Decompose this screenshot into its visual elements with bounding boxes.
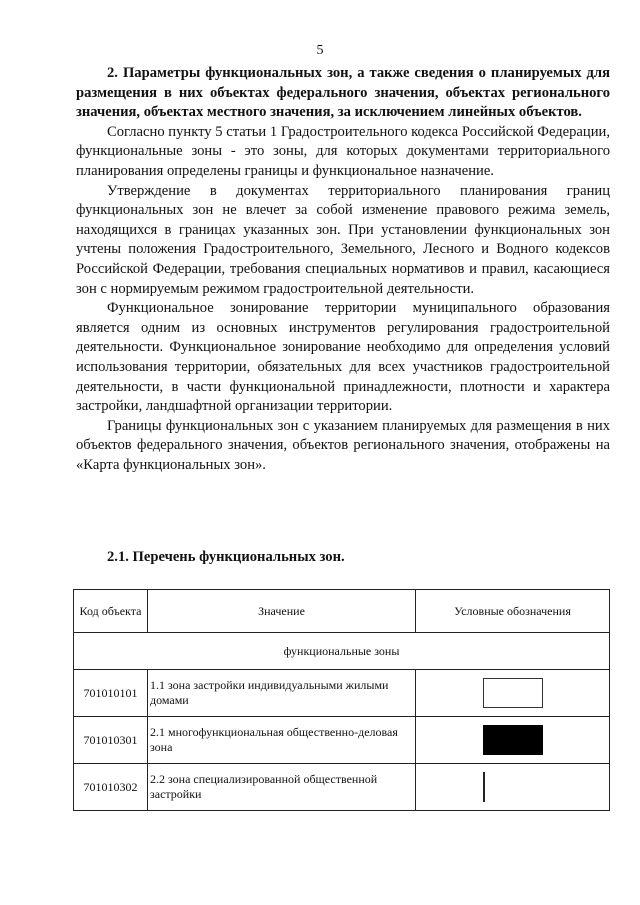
section-heading: 2. Параметры функциональных зон, а также сведения о планируемых для размещения в них объектах федерального значения, объектах регионального значения, объектах местного значения, за исключением линейных объектов. [76, 65, 610, 121]
subsection-heading: 2.1. Перечень функциональных зон. [107, 549, 345, 565]
header-value: Значение [148, 590, 416, 633]
functional-zones-table [73, 589, 610, 811]
legend-swatch-line [483, 772, 543, 802]
table-row [74, 717, 610, 764]
table-header-row [74, 590, 610, 633]
header-legend: Условные обозначения [416, 590, 610, 633]
paragraph: Функциональное зонирование территории муниципального образования является одним из основных инструментов регулирования градостроительной деятельности. Функциональное зонирование необходимо для определения условий использования территории, обязательных для всех участников градостроительной деятельности, в части функциональной принадлежности, плотности и характера застройки, ландшафтной организации территории. [76, 300, 610, 415]
paragraph: Утверждение в документах территориального планирования границ функциональных зон не влечет за собой изменение правового режима земель, находящихся в границах указанных зон. При установлении функциональных зон учтены положения Градостроительного, Земельного, Лесного и Водного кодексов Российской Федерации, требования специальных нормативов и правил, касающиеся зон с нормируемым режимом градостроительной деятельности. [76, 182, 610, 297]
group-label: функциональные зоны [74, 633, 610, 670]
zone-name: 2.1 многофункциональная общественно-деловая зона [148, 717, 416, 764]
header-code: Код объекта [74, 590, 148, 633]
table-group-row [74, 633, 610, 670]
paragraph: Границы функциональных зон с указанием планируемых для размещения в них объектов федерального значения, объектов регионального значения, отображены на «Карта функциональных зон». [76, 417, 610, 473]
zone-name: 2.2 зона специализированной общественной застройки [148, 764, 416, 811]
object-code: 701010302 [74, 764, 148, 811]
table-row [74, 670, 610, 717]
legend-swatch-black [483, 725, 543, 755]
object-code: 701010101 [74, 670, 148, 717]
document-body [76, 64, 610, 475]
table-row [74, 764, 610, 811]
legend-swatch-white [483, 678, 543, 708]
object-code: 701010301 [74, 717, 148, 764]
paragraph: Согласно пункту 5 статьи 1 Градостроительного кодекса Российской Федерации, функциональные зоны - это зоны, для которых документами территориального планирования определены границы и функциональное назначение. [76, 123, 610, 179]
zone-name: 1.1 зона застройки индивидуальными жилыми домами [148, 670, 416, 717]
page-number: 5 [316, 43, 324, 58]
